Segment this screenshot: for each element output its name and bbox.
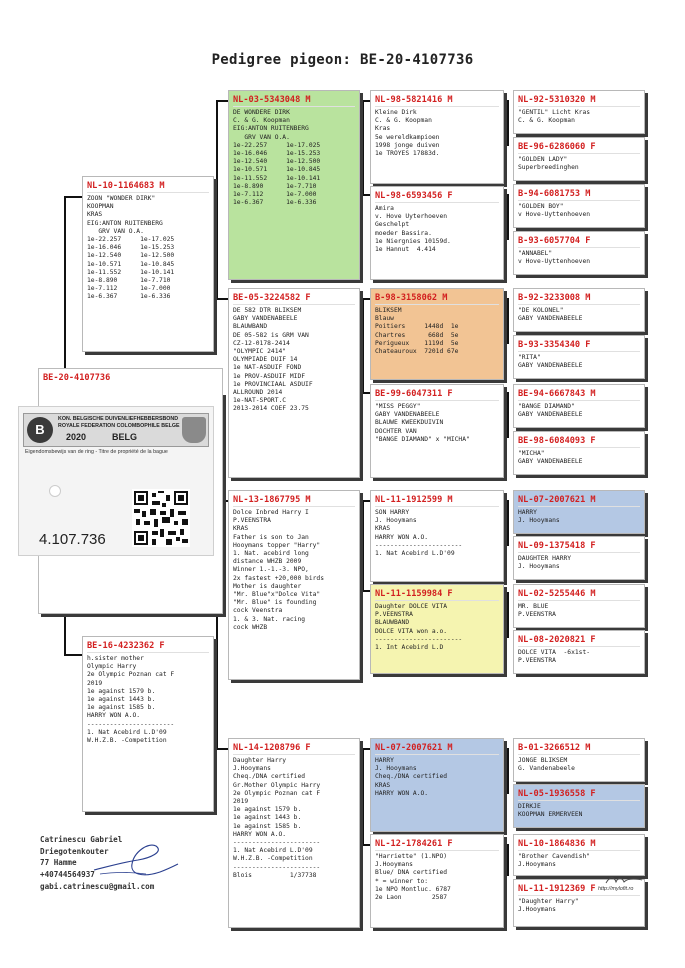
connector xyxy=(64,196,66,368)
card-line: HARRY WON A.O. xyxy=(87,712,141,720)
card-line: CZ-12-0178-2414 xyxy=(233,339,290,347)
card-line: DE 582 DTR BLIKSEM xyxy=(233,307,302,314)
contact-line: Catrinescu Gabriel xyxy=(40,835,123,844)
card-line: ----------------------- xyxy=(375,635,463,643)
ring-id: NL-14-1208796 F xyxy=(233,742,355,755)
crest-icon xyxy=(182,417,206,443)
card-line: Amira xyxy=(375,205,394,212)
ring-id: BE-99-6047311 F xyxy=(375,388,499,401)
card-details xyxy=(375,205,499,254)
card-line: 1e-16.046 1e-15.253 xyxy=(87,244,175,252)
card-line: 2019 xyxy=(87,679,103,687)
pedigree-card-g10 xyxy=(513,536,645,580)
ring-id: B-93-6057704 F xyxy=(518,235,640,248)
card-line: 1e-8.890 1e-7.710 xyxy=(233,182,317,190)
card-line: G. Vandenabeele xyxy=(518,765,575,773)
card-line: KRAS xyxy=(233,525,249,533)
card-details xyxy=(518,250,640,266)
card-line: P.VEENSTRA xyxy=(233,517,271,525)
pedigree-card-g5 xyxy=(513,288,645,332)
ring-id: NL-10-1164683 M xyxy=(87,180,209,193)
card-line: 2013-2014 COEF 23.75 xyxy=(233,405,309,413)
contact-line: Driegotenkouter xyxy=(40,846,109,856)
pedigree-card-ff xyxy=(228,90,360,280)
card-line: Kras xyxy=(375,125,391,133)
card-details xyxy=(518,603,640,619)
ring-id: NL-92-5310320 M xyxy=(518,94,640,107)
ring-id: BE-05-3224582 F xyxy=(233,292,355,305)
card-line: 1e NAT-ASDUIF FOND xyxy=(233,364,302,372)
card-details xyxy=(233,109,355,207)
card-line: 5e wereldkampioen xyxy=(375,133,440,141)
card-line: 1e-7.112 1e-7.000 xyxy=(87,285,171,293)
card-line: Poitiers 1448d 1e xyxy=(375,323,459,331)
card-line: "Harriette" (1.NPO) xyxy=(375,853,448,860)
card-line: Blue/ DNA certified xyxy=(375,869,448,877)
card-line: "GENTIL" Licht Kras xyxy=(518,109,591,116)
card-line: 1e against 1579 b. xyxy=(233,806,302,814)
connector xyxy=(362,194,370,196)
card-line: 1e Hannut 4.414 xyxy=(375,246,436,254)
card-details xyxy=(518,307,640,323)
connector xyxy=(216,100,218,300)
card-line: 1. Nat Acebird L.D'09 xyxy=(87,728,167,736)
card-line: Hooymans topper "Harry" xyxy=(233,541,321,549)
card-line: 1e TROYES 17883d. xyxy=(375,150,440,158)
card-line: ----------------------- xyxy=(87,720,175,728)
connector xyxy=(362,748,370,750)
connector xyxy=(507,748,509,794)
card-line: Cheq./DNA certified xyxy=(233,773,306,781)
card-line: Perigueux 1119d 5e xyxy=(375,339,459,347)
pedigree-card-g4 xyxy=(513,231,645,275)
pedigree-card-mff xyxy=(370,490,504,582)
card-line: J.Hooymans xyxy=(518,906,556,914)
ring-subtitle: Eigendomsbewijs van de ring - Titre de propriété de la bague xyxy=(25,449,168,455)
card-line: 1e-7.112 1e-7.000 xyxy=(233,191,317,199)
card-line: Daughter DOLCE VITA xyxy=(375,603,448,610)
ring-country: BELG xyxy=(112,432,138,442)
card-line: "Brother Cavendish" xyxy=(518,853,591,860)
card-line: Dolce Inbred Harry I xyxy=(233,509,309,516)
card-line: HARRY WON A.O. xyxy=(375,789,429,797)
card-line: W.H.Z.B. -Competition xyxy=(87,737,167,745)
card-details xyxy=(518,853,640,869)
connector xyxy=(362,100,364,196)
connector xyxy=(64,196,82,198)
card-line: "ANNABEL" xyxy=(518,250,553,257)
card-line: SON HARRY xyxy=(375,509,410,516)
card-line: "MISS PEGGY" xyxy=(375,403,421,410)
card-line: 2x fastest +20,000 birds xyxy=(233,574,324,582)
ring-id: NL-02-5255446 M xyxy=(518,588,640,601)
card-line: 1e-NAT-SPORT.C xyxy=(233,397,287,405)
connector xyxy=(507,298,509,344)
connector xyxy=(362,100,370,102)
card-details xyxy=(375,757,499,798)
card-details xyxy=(375,603,499,652)
card-line: cock WHZB xyxy=(233,623,268,631)
connector xyxy=(362,392,370,394)
pedigree-card-g13 xyxy=(513,738,645,782)
pedigree-card-g1 xyxy=(513,90,645,134)
connector xyxy=(64,654,82,656)
card-line: moeder Bassira. xyxy=(375,229,432,237)
card-line: Daughter Harry xyxy=(233,757,287,764)
ring-hole-icon xyxy=(49,485,61,497)
card-details xyxy=(375,509,499,558)
connector xyxy=(362,500,370,502)
contact-line: 77 Hamme xyxy=(40,858,77,868)
ring-id: B-94-6081753 M xyxy=(518,188,640,201)
ring-id: NL-09-1375418 F xyxy=(518,540,640,553)
ring-id: NL-98-6593456 F xyxy=(375,190,499,203)
pedigree-card-g7 xyxy=(513,384,645,428)
pedigree-card-ffm xyxy=(370,186,504,280)
card-line: KOOPMAN xyxy=(87,203,114,211)
ring-id: NL-13-1867795 M xyxy=(233,494,355,507)
card-line: 1e NPO Montluc. 6787 xyxy=(375,885,451,893)
ring-id: NL-10-1864836 M xyxy=(518,838,640,851)
card-line: Blois 1/37738 xyxy=(233,871,317,879)
card-details xyxy=(518,509,640,525)
card-line: "BANGE DIAMAND" x "MICHA" xyxy=(375,435,470,443)
connector xyxy=(216,298,228,300)
card-details xyxy=(518,109,640,125)
ring-id: B-01-3266512 M xyxy=(518,742,640,755)
ring-header xyxy=(23,413,209,447)
ring-org-fr: ROYALE FEDERATION COLOMBOPHILE BELGE xyxy=(58,423,180,429)
card-details xyxy=(518,354,640,370)
ring-id: BE-94-6667843 M xyxy=(518,388,640,401)
ring-id: BE-96-6286060 F xyxy=(518,141,640,154)
card-line: "GOLDEN BOY" xyxy=(518,203,564,210)
pedigree-card-fm xyxy=(228,288,360,478)
card-details xyxy=(233,307,355,414)
card-line: ALLROUND 2014 xyxy=(233,389,283,397)
pedigree-card-mmm xyxy=(370,834,504,928)
card-details xyxy=(87,195,209,302)
card-details xyxy=(518,898,640,914)
pedigree-card-mm xyxy=(228,738,360,928)
pedigree-card-g3 xyxy=(513,184,645,228)
card-line: 1. & 3. Nat. racing xyxy=(233,615,306,623)
connector xyxy=(64,614,66,656)
card-line: EIG:ANTON RUITENBERG xyxy=(233,125,309,133)
card-details xyxy=(375,109,499,158)
card-line: 1. Nat Acebird L.D'09 xyxy=(233,847,313,855)
card-line: 1e-11.552 1e-10.141 xyxy=(233,174,321,182)
card-line: HARRY xyxy=(375,757,394,764)
card-line: GABY VANDENABEELE xyxy=(518,458,583,466)
connector xyxy=(362,500,364,592)
ring-year: 2020 xyxy=(66,432,87,442)
ring-id: NL-98-5821416 M xyxy=(375,94,499,107)
connector xyxy=(507,194,509,240)
card-line: 1998 jonge duiven xyxy=(375,141,440,149)
card-line: P.VEENSTRA xyxy=(518,611,556,619)
card-line: "Mr. Blue"x"Dolce Vita" xyxy=(233,591,321,599)
card-line: BLAUWE KWEEKDUIVIN xyxy=(375,419,444,427)
card-line: J.Hooymans xyxy=(518,861,556,869)
card-line: "DE KOLONEL" xyxy=(518,307,564,314)
card-line: C. & G. Koopman xyxy=(233,117,290,125)
card-details xyxy=(375,403,499,444)
card-line: DAUGHTER HARRY xyxy=(518,555,572,562)
card-details xyxy=(375,853,499,902)
ring-id: B-98-3158062 M xyxy=(375,292,499,305)
ring-id: NL-12-1784261 F xyxy=(375,838,499,851)
card-line: 2e Olympic Poznan cat F xyxy=(87,671,175,679)
connector xyxy=(507,392,509,438)
brand-logo-icon xyxy=(604,874,644,886)
card-line: 1e-10.571 1e-10.845 xyxy=(87,260,175,268)
ring-id: NL-11-1912599 M xyxy=(375,494,499,507)
card-line: 1e against 1585 b. xyxy=(233,822,302,830)
connector xyxy=(362,748,364,846)
card-line: EIG:ANTON RUITENBERG xyxy=(87,219,163,227)
connector xyxy=(362,298,364,394)
connector xyxy=(507,100,509,146)
card-line: "BANGE DIAMAND" xyxy=(518,403,575,410)
card-line: "OLYMPIC 2414" xyxy=(233,348,287,356)
ring-id: BE-16-4232362 F xyxy=(87,640,209,653)
qr-code-icon xyxy=(132,489,190,547)
connector xyxy=(507,592,509,638)
federation-logo-icon: B xyxy=(27,417,53,443)
pedigree-card-fff xyxy=(370,90,504,184)
card-line: 1e PROVINCIAAL ASDUIF xyxy=(233,380,313,388)
card-line: Father is son to Jan xyxy=(233,533,309,541)
card-line: ----------------------- xyxy=(233,863,321,871)
card-line: 1e-12.540 1e-12.500 xyxy=(233,158,321,166)
ring-certificate xyxy=(18,406,214,556)
card-line: "RITA" xyxy=(518,354,541,361)
card-line: J. Hooymans xyxy=(518,563,560,571)
connector xyxy=(216,748,228,750)
card-line: cock Veenstra xyxy=(233,607,283,615)
card-line: 2019 xyxy=(233,798,249,806)
connector xyxy=(362,298,370,300)
card-line: OLYMPIADE DUIF 14 xyxy=(233,356,298,364)
ring-id: NL-11-1159984 F xyxy=(375,588,499,601)
card-line: DOLCE VITA -6x1st- xyxy=(518,649,591,656)
card-line: JONGE BLIKSEM xyxy=(518,757,568,764)
ring-id: NL-07-2007621 M xyxy=(375,742,499,755)
card-line: "GOLDEN LADY" xyxy=(518,156,568,163)
card-line: C. & G. Koopman xyxy=(518,117,575,125)
card-line: Chateauroux 7201d 67e xyxy=(375,348,459,356)
card-line: J. Hooymans xyxy=(518,517,560,525)
card-line: KRAS xyxy=(375,525,391,533)
card-line: GABY VANDENABEELE xyxy=(375,411,440,419)
card-line: distance WHZB 2009 xyxy=(233,558,302,566)
card-line: 1e Niergnies 10159d. xyxy=(375,237,451,245)
card-line: 1e-22.257 1e-17.025 xyxy=(87,236,175,244)
pedigree-card-g8 xyxy=(513,431,645,475)
connector xyxy=(507,500,509,546)
brand-url: http://mylofit.ro xyxy=(598,886,634,892)
connector xyxy=(362,844,370,846)
card-details xyxy=(518,649,640,665)
card-line: "Mr. Blue" is founding xyxy=(233,599,317,607)
ring-id: NL-05-1936558 F xyxy=(518,788,640,801)
card-line: 1e against 1443 b. xyxy=(233,814,302,822)
card-details xyxy=(233,509,355,632)
card-line: GABY VANDENABEELE xyxy=(518,362,583,370)
card-line: J. Hooymans xyxy=(375,765,417,773)
card-line: 1e-11.552 1e-10.141 xyxy=(87,268,175,276)
main-pigeon-id: BE-20-4107736 xyxy=(38,368,223,398)
card-details xyxy=(87,655,209,745)
card-details xyxy=(375,307,499,356)
contact-email: gabi.catrinescu@gmail.com xyxy=(40,881,155,891)
card-details xyxy=(518,450,640,466)
card-line: P.VEENSTRA xyxy=(518,657,556,665)
ring-id: NL-03-5343048 M xyxy=(233,94,355,107)
card-line: h.sister mother xyxy=(87,655,144,662)
card-line: 1e-6.367 1e-6.336 xyxy=(233,199,317,207)
card-line: MR. BLUE xyxy=(518,603,549,610)
card-line: 2e Laon 2587 xyxy=(375,894,448,902)
card-line: J.Hooymans xyxy=(233,765,271,773)
card-line: P.VEENSTRA xyxy=(375,611,413,619)
card-line: GRV VAN O.A. xyxy=(87,227,144,235)
card-line: DIRKJE xyxy=(518,803,541,810)
card-line: Chartres 668d 5e xyxy=(375,331,459,339)
card-line: 1. Int Acebird L.D xyxy=(375,644,444,652)
pedigree-card-mf xyxy=(228,490,360,680)
pedigree-card-g6 xyxy=(513,335,645,379)
pedigree-card-mfm xyxy=(370,584,504,674)
card-line: v. Hove Uyterhoeven xyxy=(375,213,448,221)
page-title: Pedigree pigeon: BE-20-4107736 xyxy=(211,52,474,68)
card-line: 1e-12.540 1e-12.500 xyxy=(87,252,175,260)
card-line: KOOPMAN ERMERVEEN xyxy=(518,811,583,819)
contact-phone: +40744564937 xyxy=(40,870,95,880)
card-line: Geschelpt xyxy=(375,221,410,229)
card-line: Winner 1.-1.-3. NPO, xyxy=(233,566,309,574)
card-line: J. Hooymans xyxy=(375,517,417,525)
ring-org-nl: KON. BELGISCHE DUIVENLIEFHEBBERSBOND xyxy=(58,416,179,422)
card-line: BLAUWBAND xyxy=(233,323,268,331)
ring-id: B-93-3354340 F xyxy=(518,339,640,352)
pedigree-card-g12 xyxy=(513,630,645,674)
connector xyxy=(507,844,509,876)
ring-id: NL-07-2007621 M xyxy=(518,494,640,507)
card-line: HARRY xyxy=(518,509,537,516)
ring-id: B-92-3233008 M xyxy=(518,292,640,305)
card-details xyxy=(518,803,640,819)
card-line: C. & G. Koopman xyxy=(375,117,432,125)
card-line: * = winner to: xyxy=(375,877,429,885)
card-line: W.H.Z.B. -Competition xyxy=(233,855,313,863)
pedigree-card-fmm xyxy=(370,384,504,478)
card-details xyxy=(518,156,640,172)
pedigree-card-g2 xyxy=(513,137,645,181)
card-line: Kleine Dirk xyxy=(375,109,417,116)
card-line: GABY VANDENABEELE xyxy=(518,315,583,323)
card-line: ZOON "WONDER DIRK" xyxy=(87,195,156,202)
card-line: v Hove-Uyttenhoeven xyxy=(518,258,591,266)
card-line: 1e-22.257 1e-17.025 xyxy=(233,141,321,149)
card-line: BLIKSEM xyxy=(375,307,402,314)
card-line: DOLCE VITA won a.o. xyxy=(375,627,448,635)
card-line: 1. Nat Acebird L.D'09 xyxy=(375,550,455,558)
card-line: J.Hooymans xyxy=(375,861,413,869)
card-line: Cheq./DNA certified xyxy=(375,773,448,781)
card-line: 1e-10.571 1e-10.845 xyxy=(233,166,321,174)
card-line: GABY VANDENABEELE xyxy=(233,315,298,323)
card-line: 1e against 1443 b. xyxy=(87,696,156,704)
card-line: ----------------------- xyxy=(375,541,463,549)
card-line: v Hove-Uyttenhoeven xyxy=(518,211,591,219)
card-line: Olympic Harry xyxy=(87,663,137,671)
ring-id: BE-98-6084093 F xyxy=(518,435,640,448)
card-line: KRAS xyxy=(375,781,391,789)
card-line: 1e-8.890 1e-7.710 xyxy=(87,277,171,285)
card-line: Gr.Mother Olympic Harry xyxy=(233,781,321,789)
card-line: DE WONDERE DIRK xyxy=(233,109,290,116)
pedigree-card-g9 xyxy=(513,490,645,534)
ring-number: 4.107.736 xyxy=(39,531,106,548)
card-line: BLAUWBAND xyxy=(375,619,410,627)
card-line: HARRY WON A.O. xyxy=(233,830,287,838)
card-details xyxy=(518,403,640,419)
ring-id: NL-11-1912369 F xyxy=(518,883,640,896)
card-line: "MICHA" xyxy=(518,450,545,457)
ring-id: NL-08-2020821 F xyxy=(518,634,640,647)
card-details xyxy=(518,555,640,571)
card-line: Superbreedinghen xyxy=(518,164,579,172)
card-line: Mother is daughter xyxy=(233,582,302,590)
card-line: 1e-16.046 1e-15.253 xyxy=(233,150,321,158)
card-details xyxy=(518,757,640,773)
connector xyxy=(362,590,370,592)
card-line: 2e Olympic Poznan cat F xyxy=(233,789,321,797)
card-details xyxy=(518,203,640,219)
card-line: Blauw xyxy=(375,315,394,323)
pedigree-card-mmf xyxy=(370,738,504,832)
card-line: 1e-6.367 1e-6.336 xyxy=(87,293,171,301)
card-line: HARRY WON A.O. xyxy=(375,533,429,541)
card-line: DOCHTER VAN xyxy=(375,427,417,435)
card-line: 1e PROV-ASDUIF MIDF xyxy=(233,372,306,380)
card-line: DE 05-582 is GRM VAN xyxy=(233,331,309,339)
signature-icon xyxy=(90,842,180,884)
card-line: GRV VAN O.A. xyxy=(233,133,290,141)
card-line: 1e against 1579 b. xyxy=(87,687,156,695)
pedigree-card-mother xyxy=(82,636,214,812)
connector xyxy=(216,100,228,102)
pedigree-card-father xyxy=(82,176,214,352)
card-line: 1e against 1585 b. xyxy=(87,704,156,712)
card-line: "Daughter Harry" xyxy=(518,898,579,905)
card-line: 1. Nat. acebird long xyxy=(233,550,309,558)
pedigree-card-g14 xyxy=(513,784,645,828)
card-line: ----------------------- xyxy=(233,839,321,847)
card-line: GABY VANDENABEELE xyxy=(518,411,583,419)
pedigree-card-g11 xyxy=(513,584,645,628)
card-line: KRAS xyxy=(87,211,103,219)
card-details xyxy=(233,757,355,880)
pedigree-card-fmf xyxy=(370,288,504,380)
pedigree-card-g15 xyxy=(513,834,645,876)
